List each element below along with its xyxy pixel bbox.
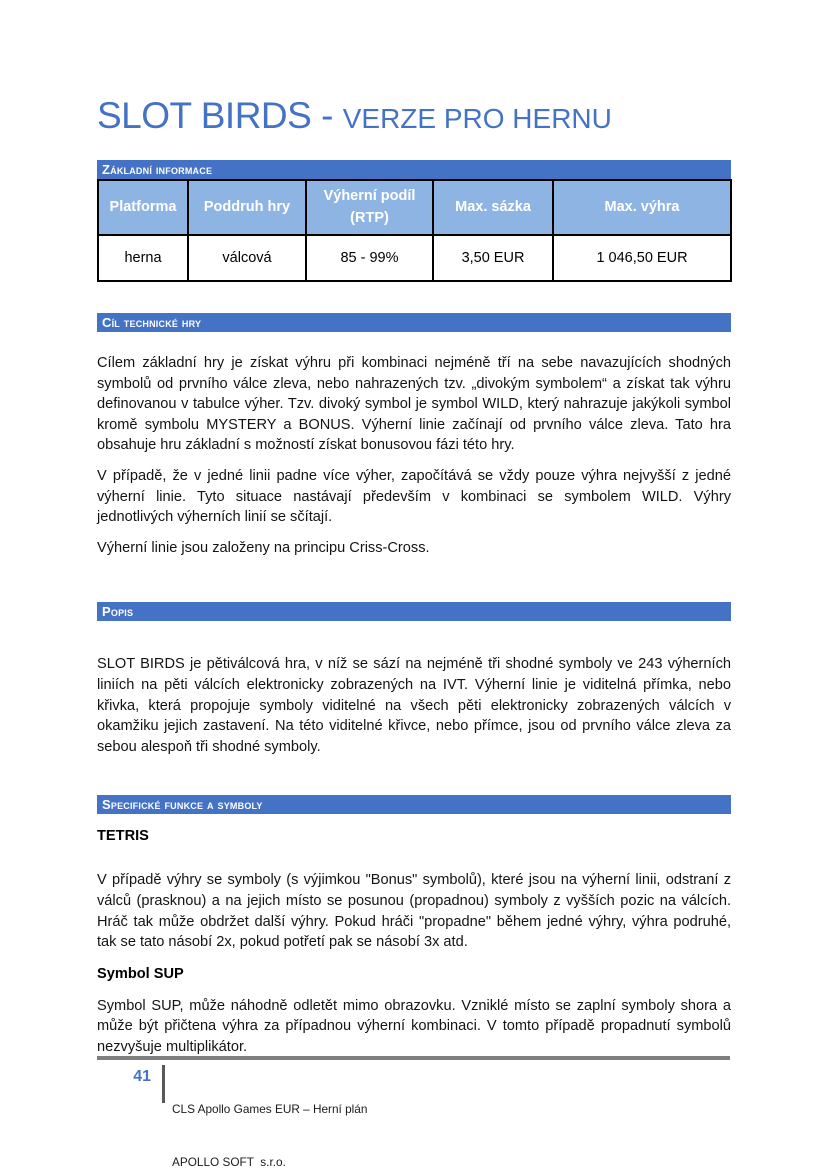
table-header-row [98,180,731,235]
page-footer [97,1056,730,1169]
footer-company: APOLLO SOFT s.r.o. [172,1154,286,1169]
section-banner-cil-technicke-hry: Cíl technické hry [97,313,731,332]
table-header-platforma: Platforma [98,180,188,235]
page-title [97,97,731,138]
table-cell-max-vyhra: 1 046,50 EUR [553,235,731,281]
subsection-heading-symbol-sup: Symbol SUP [97,965,184,982]
table-cell-max-sazka: 3,50 EUR [433,235,553,281]
section-banner-zakladni-informace: Základní informace [97,160,731,179]
table-header-max-vyhra: Max. výhra [553,180,731,235]
footer-text [165,1065,367,1169]
table-row [98,235,731,281]
basic-info-table [97,179,732,282]
table-cell-vyherni-podil: 85 - 99% [306,235,433,281]
table-header-poddruh-hry: Poddruh hry [188,180,306,235]
section-banner-specificke-funkce: Specifické funkce a symboly [97,795,731,814]
paragraph-symbol-sup: Symbol SUP, může náhodně odletět mimo obrazovku. Vzniklé místo se zaplní symboly shora a může být přičtena výhra za případnou výherní kombinaci. V tomto případě propadnutí symbolů nezvyšuje multiplikátor. [97,997,731,1055]
paragraph-tetris: V případě výhry se symboly (s výjimkou "Bonus" symbolů), které jsou na výherní linii, odstraní z válců (prasknou) a na jejich místo se posunou (propadnou) symboly z vyšších pozic na válcích. Hráč tak může obdržet další výhry. Pokud hráči "propadne" během jedné výhry, výhra podruhé, tak se tato násobí 2x, pokud potřetí pak se násobí 3x atd. [97,872,731,951]
paragraph-cil-1: Cílem základní hry je získat výhru při kombinaci nejméně tří na sebe navazujících shodných symbolů od prvního válce zleva, nebo nahrazených tzv. „divokým symbolem“ a získat tak výhru definovanou v tabulce výher. Tzv. divoký symbol je symbol WILD, který nahrazuje jakýkoli symbol kromě symbolu MYSTERY a BONUS. Výherní linie začínají od prvního válce zleva. Tato hra obsahuje hru základní s možností získat bonusovou fázi této hry. [97,355,731,454]
paragraph-popis-1: SLOT BIRDS je pětiválcová hra, v níž se sází na nejméně tři shodné symboly ve 243 výherních liniích na pěti válcích elektronicky zobrazených na IVT. Výherní linie je viditelná přímka, nebo křivka, která propojuje symboly viditelné na všech pěti elektronicky zobrazených válcích v okamžiku jejich zastavení. Na této viditelné křivce, nebo přímce, jsou od prvního válce zleva za sebou alespoň tři shodné symboly. [97,656,731,755]
table-header-max-sazka: Max. sázka [433,180,553,235]
paragraph-cil-2: V případě, že v jedné linii padne více výher, započítává se vždy pouze výhra nejvyšší z jedné výherní linie. Tyto situace nastávají především v kombinaci se symbolem WILD. Výhry jednotlivých výherních linií se sčítají. [97,467,731,526]
footer-divider [97,1056,730,1060]
table-header-vyherni-podil: Výherní podíl (RTP) [306,180,433,235]
page-title-subtitle: VERZE PRO HERNU [342,103,612,134]
section-banner-popis: Popis [97,602,731,621]
table-cell-poddruh-hry: válcová [188,235,306,281]
page-title-main: SLOT BIRDS - [97,95,343,136]
footer-row [97,1065,730,1169]
footer-doc-title: CLS Apollo Games EUR – Herní plán [172,1102,368,1116]
subsection-heading-tetris: TETRIS [97,828,149,845]
paragraph-cil-3: Výherní linie jsou založeny na principu Criss-Cross. [97,539,430,556]
document-content [97,0,731,1057]
page-number: 41 [133,1068,151,1085]
table-cell-platforma: herna [98,235,188,281]
